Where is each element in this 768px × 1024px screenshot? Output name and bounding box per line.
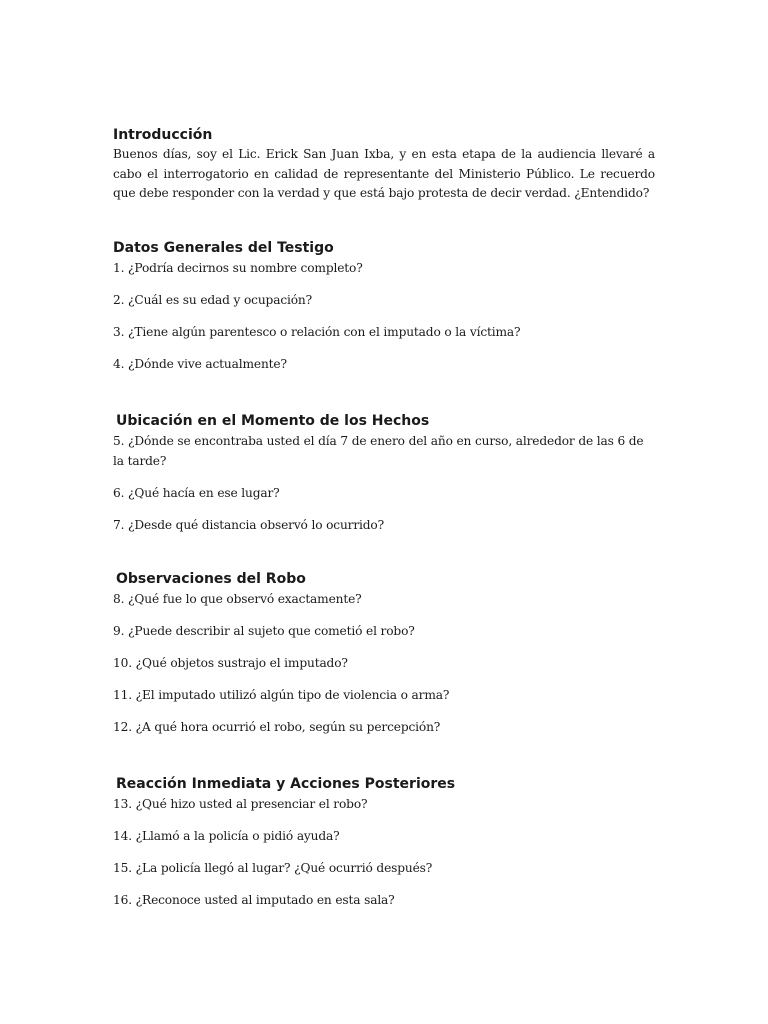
- question-item: 8. ¿Qué fue lo que observó exactamente?: [113, 592, 362, 606]
- section-heading: Ubicación en el Momento de los Hechos: [116, 413, 430, 429]
- section-introduccion: [113, 125, 655, 204]
- question-item: 1. ¿Podría decirnos su nombre completo?: [113, 261, 363, 275]
- section-heading: Observaciones del Robo: [116, 571, 306, 587]
- question-item: 11. ¿El imputado utilizó algún tipo de violencia o arma?: [113, 688, 450, 702]
- section-heading: Reacción Inmediata y Acciones Posteriores: [116, 776, 456, 792]
- question-item: 4. ¿Dónde vive actualmente?: [113, 357, 287, 371]
- section-heading: Introducción: [113, 127, 213, 143]
- question-item: 13. ¿Qué hizo usted al presenciar el robo?: [113, 797, 368, 811]
- question-item: 6. ¿Qué hacía en ese lugar?: [113, 485, 280, 500]
- question-item: 2. ¿Cuál es su edad y ocupación?: [113, 293, 313, 307]
- question-item: 12. ¿A qué hora ocurrió el robo, según su percepción?: [113, 720, 441, 734]
- question-item: 14. ¿Llamó a la policía o pidió ayuda?: [113, 829, 340, 843]
- question-item: 7. ¿Desde qué distancia observó lo ocurrido?: [113, 517, 385, 532]
- question-item: 16. ¿Reconoce usted al imputado en esta sala?: [113, 893, 395, 907]
- section-ubicacion: [113, 411, 655, 535]
- question-item: 10. ¿Qué objetos sustrajo el imputado?: [113, 656, 348, 670]
- question-item: 3. ¿Tiene algún parentesco o relación con el imputado o la víctima?: [113, 325, 521, 339]
- question-item: 15. ¿La policía llegó al lugar? ¿Qué ocurrió después?: [113, 861, 433, 875]
- section-datos-generales: [113, 238, 655, 375]
- intro-paragraph: Buenos días, soy el Lic. Erick San Juan Ixba, y en esta etapa de la audiencia llevaré a cabo el interrogatorio en calidad de representante del Ministerio Público. Le recuerdo que debe responder con la verdad y que está bajo protesta de decir verdad. ¿Entendido?: [113, 147, 655, 200]
- question-item: 5. ¿Dónde se encontraba usted el día 7 de enero del año en curso, alrededor de las 6 de la tarde?: [113, 434, 644, 468]
- section-observaciones: [113, 569, 655, 738]
- question-item: 9. ¿Puede describir al sujeto que cometió el robo?: [113, 624, 415, 638]
- section-reaccion: [113, 774, 655, 911]
- section-heading: Datos Generales del Testigo: [113, 240, 334, 256]
